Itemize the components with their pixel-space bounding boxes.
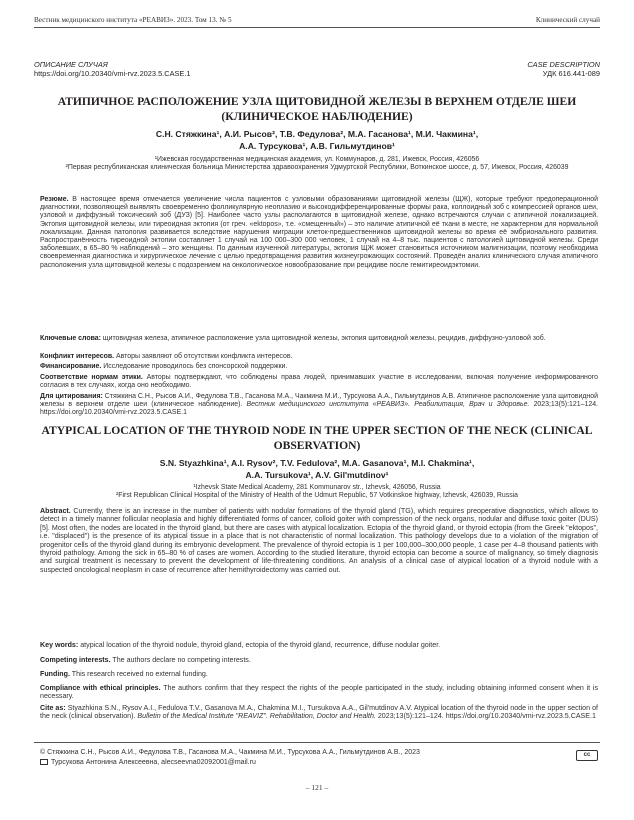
citation-en-label: Cite as: [40,704,66,712]
citation-ru-label: Для цитирования: [40,393,103,400]
ethics-en [40,684,598,701]
affiliations-ru [60,156,574,173]
funding-en [40,670,598,678]
citation-en [40,704,598,721]
authors-ru-line-1: С.Н. Стяжкина¹, А.И. Рысов², Т.В. Федулова², М.А. Гасанова¹, М.И. Чакмина¹, [155,129,479,139]
abstract-ru-text: В настоящее время отмечается увеличение числа пациентов с узловыми образованиями щитовидной железы (ЩЖ), которые требуют предоперационной диагностики, позволяющей выявлять своевременно фолликулярную неоплазию и высокодифференцированные формы рака, коллоидный зоб с компрессией органов шеи, узловой и диффузный токсический зоб (ДУЗ) [5]. Наиболее часто узлы располагаются в щитовидной железе, однако встречаются случаи с атипичной локализацией. Эктопия щитовидной железы, или тиреоидная эктопия (от греч. «ektopos», т.е. «смещенный») – это наличие атипичной её ткани в месте, не характерном для нормальной локализации. Данная патология развивается вследствие нарушения миграции клеток-предшественников щитовидной железы во время её эмбрионального развития. Распространённость тиреоидной эктопии составляет 1 случай на 100 000–300 000 человек, 1 случай на 4–8 тыс. пациентов с патологией щитовидной железы. Среди заболевших, в 65–80 % наблюдений – это женщины. По данным изученной литературы, эктопия ЩЖ может становиться источником малигнизации, поэтому необходима своевременная диагностика и хирургическое лечение с целью предотвращения развития жизнеугрожающих состояний. Проведён анализ клинического случая атипичного расположения узла щитовидной железы с подозрением на онкологическое новообразование при рецидиве после гемитиреоидэктомии. [40,196,598,269]
conflict-ru-label: Конфликт интересов. [40,353,115,360]
funding-ru-text: Исследование проводилось без спонсорской поддержки. [103,363,288,370]
ethics-en-label: Compliance with ethical principles. [40,684,161,692]
conflict-ru-text: Авторы заявляют об отсутствии конфликта интересов. [115,353,293,360]
abstract-ru [40,196,598,270]
journal-name: Вестник медицинского института «РЕАВИЗ». 2023. Том 13. № 5 [34,16,232,24]
keywords-en-label: Key words: [40,641,79,649]
citation-ru-journal: Вестник медицинского института «РЕАВИЗ». Реабилитация, Врач и Здоровье. [246,401,530,409]
ethics-ru-label: Соответствие нормам этики. [40,374,143,381]
title-ru: АТИПИЧНОЕ РАСПОЛОЖЕНИЕ УЗЛА ЩИТОВИДНОЙ ЖЕЛЕЗЫ В ВЕРХНЕМ ОТДЕЛЕ ШЕИ (КЛИНИЧЕСКОЕ НАБЛЮДЕНИЕ) [57,95,577,123]
authors-ru-line-2: А.А. Турсукова¹, А.В. Гильмутдинов¹ [239,141,395,151]
affiliation-en-2: ²First Republican Clinical Hospital of the Ministry of Health of the Udmurt Republic, 57 Votkinskoe highway, Izhevsk, 426039, Russia [115,492,518,500]
doi-link[interactable]: https://doi.org/10.20340/vmi-rvz.2023.5.CASE.1 [34,69,191,78]
affiliations-en [40,484,594,501]
authors-en-line-1: S.N. Styazhkina¹, A.I. Rysov², T.V. Fedulova², M.A. Gasanova¹, M.I. Chakmina¹, [159,458,475,468]
keywords-ru [40,335,598,343]
page-number: – 121 – [305,783,329,792]
funding-ru [40,363,598,371]
citation-ru [40,393,598,418]
citation-en-doi[interactable]: 2023;13(5):121–124. https://doi.org/10.20340/vmi-rvz.2023.5.CASE.1 [377,712,596,721]
article-type-ru: ОПИСАНИЕ СЛУЧАЯ [34,60,108,69]
cc-license-badge[interactable]: cc [576,750,598,761]
funding-ru-label: Финансирование. [40,363,102,370]
keywords-ru-label: Ключевые слова: [40,335,101,342]
keywords-en-text: atypical location of the thyroid nodule, thyroid gland, ectopia of the thyroid gland, recurrence, diffuse nodular goiter. [80,641,441,649]
article-type-en: CASE DESCRIPTION [527,60,600,69]
affiliation-ru-2: ²Первая республиканская клиническая больница Министерства здравоохранения Удмуртской Республики, Воткинское шоссе, д. 57, Ижевск, Россия, 426039 [65,164,569,172]
mail-icon [40,759,48,765]
ethics-en-text: The authors confirm that they respect the rights of the people participated in the study, including obtaining informed consent when it is necessary. [40,684,599,701]
conflict-en-label: Competing interests. [40,656,111,664]
affiliation-en-1: ¹Izhevsk State Medical Academy, 281 Kommunarov str., Izhevsk, 426056, Russia [193,484,441,491]
footer-copyright: © Стяжкина С.Н., Рысов А.И., Федулова Т.В., Гасанова М.А., Чакмина М.И., Турсукова А.А., Гильмутдинов А.В., 2023 [40,749,420,756]
funding-en-label: Funding. [40,670,70,678]
title-en: ATYPICAL LOCATION OF THE THYROID NODE IN THE UPPER SECTION OF THE NECK (CLINICAL OBSERVATION) [41,424,593,452]
authors-ru [40,128,594,152]
ethics-ru-text: Авторы подтверждают, что соблюдены права людей, принимавших участие в исследовании, включая получение информированного согласия в тех случаях, когда оно необходимо. [40,374,598,390]
udc-code: УДК 616.441-089 [542,69,600,78]
conflict-en-text: The authors declare no competing interests. [112,656,251,664]
citation-ru-doi[interactable]: 2023;13(5):121–124. https://doi.org/10.20340/vmi-rvz.2023.5.CASE.1 [40,401,598,417]
affiliation-ru-1: ¹Ижевская государственная медицинская академия, ул. Коммунаров, д. 281, Ижевск, Россия, 426056 [154,156,480,163]
keywords-ru-text: щитовидная железа, атипичное расположение узла щитовидной железы, эктопия щитовидной железы, рецидив, диффузно-узловой зоб. [102,335,546,342]
authors-en [40,457,594,481]
section-name: Клинический случай [535,16,600,24]
running-header [34,14,600,28]
conflict-en [40,656,598,664]
footer-divider [34,742,600,743]
abstract-en-text: Currently, there is an increase in the number of patients with nodular formations of the thyroid gland (TG), which requires preoperative diagnostics, which allows to detect in a timely manner follicular neoplasia and highly differentiated forms of cancer, colloid goiter with compression of the neck organs, nodular and diffuse toxic goiter (DUS) [5]. Most often, the nodes are located in the thyroid gland, but there are cases with atypical localization. Ectopia of the thyroid gland, or thyroid ectopia (from the Greek "ektopos", i.e. "displaced") is the presence of its atypical tissue in a place that is not characteristic of normal localization. This pathology develops due to a violation of the migration of progenitor cells of the thyroid gland during its embryonic development. The prevalence of thyroid ectopia is 1 per 100,000–300,000 people, 1 case per 4–8 thousand patients with thyroid pathology. Among the sick in 65–80 % of cases are women. According to the studied literature, thyroid ectopia can become a source of malignancy, so timely diagnosis and surgical treatment is necessary to prevent the development of life-threatening conditions. An analysis of a clinical case of atypical location of a thyroid nodule with a suspected oncological neoplasm in case of recurrence after hemithyroidectomy was carried out. [40,507,598,574]
citation-ru-text: Стяжкина С.Н., Рысов А.И., Федулова Т.В., Гасанова М.А., Чакмина М.И., Турсукова А.А., Гильмутдинов А.В. Атипичное расположение узла щитовидной железы в верхнем отделе шеи (клиническое наблюдение). [40,393,598,409]
ethics-ru [40,374,598,390]
citation-en-journal: Bulletin of the Medical Institute "REAVIZ". Rehabilitation, Doctor and Health. [137,712,376,721]
citation-en-text: Styazhkina S.N., Rysov A.I., Fedulova T.V., Gasanova M.A., Chakmina M.I., Tursukova A.A., Gil'mutdinov A.V. Atypical location of the thyroid node in the upper section of the neck (clinical observation). [40,704,598,721]
abstract-en-label: Abstract. [40,507,71,515]
authors-en-line-2: A.A. Tursukova¹, A.V. Gil'mutdinov¹ [245,470,389,480]
contact-text[interactable]: Турсукова Антонина Алексеевна, alecseevna02092001@mail.ru [51,759,256,766]
abstract-ru-label: Резюме. [40,196,69,203]
conflict-ru [40,353,598,361]
abstract-en [40,507,598,574]
funding-en-text: This research received no external funding. [71,670,208,678]
footer-contact [40,758,574,767]
keywords-en [40,641,598,649]
